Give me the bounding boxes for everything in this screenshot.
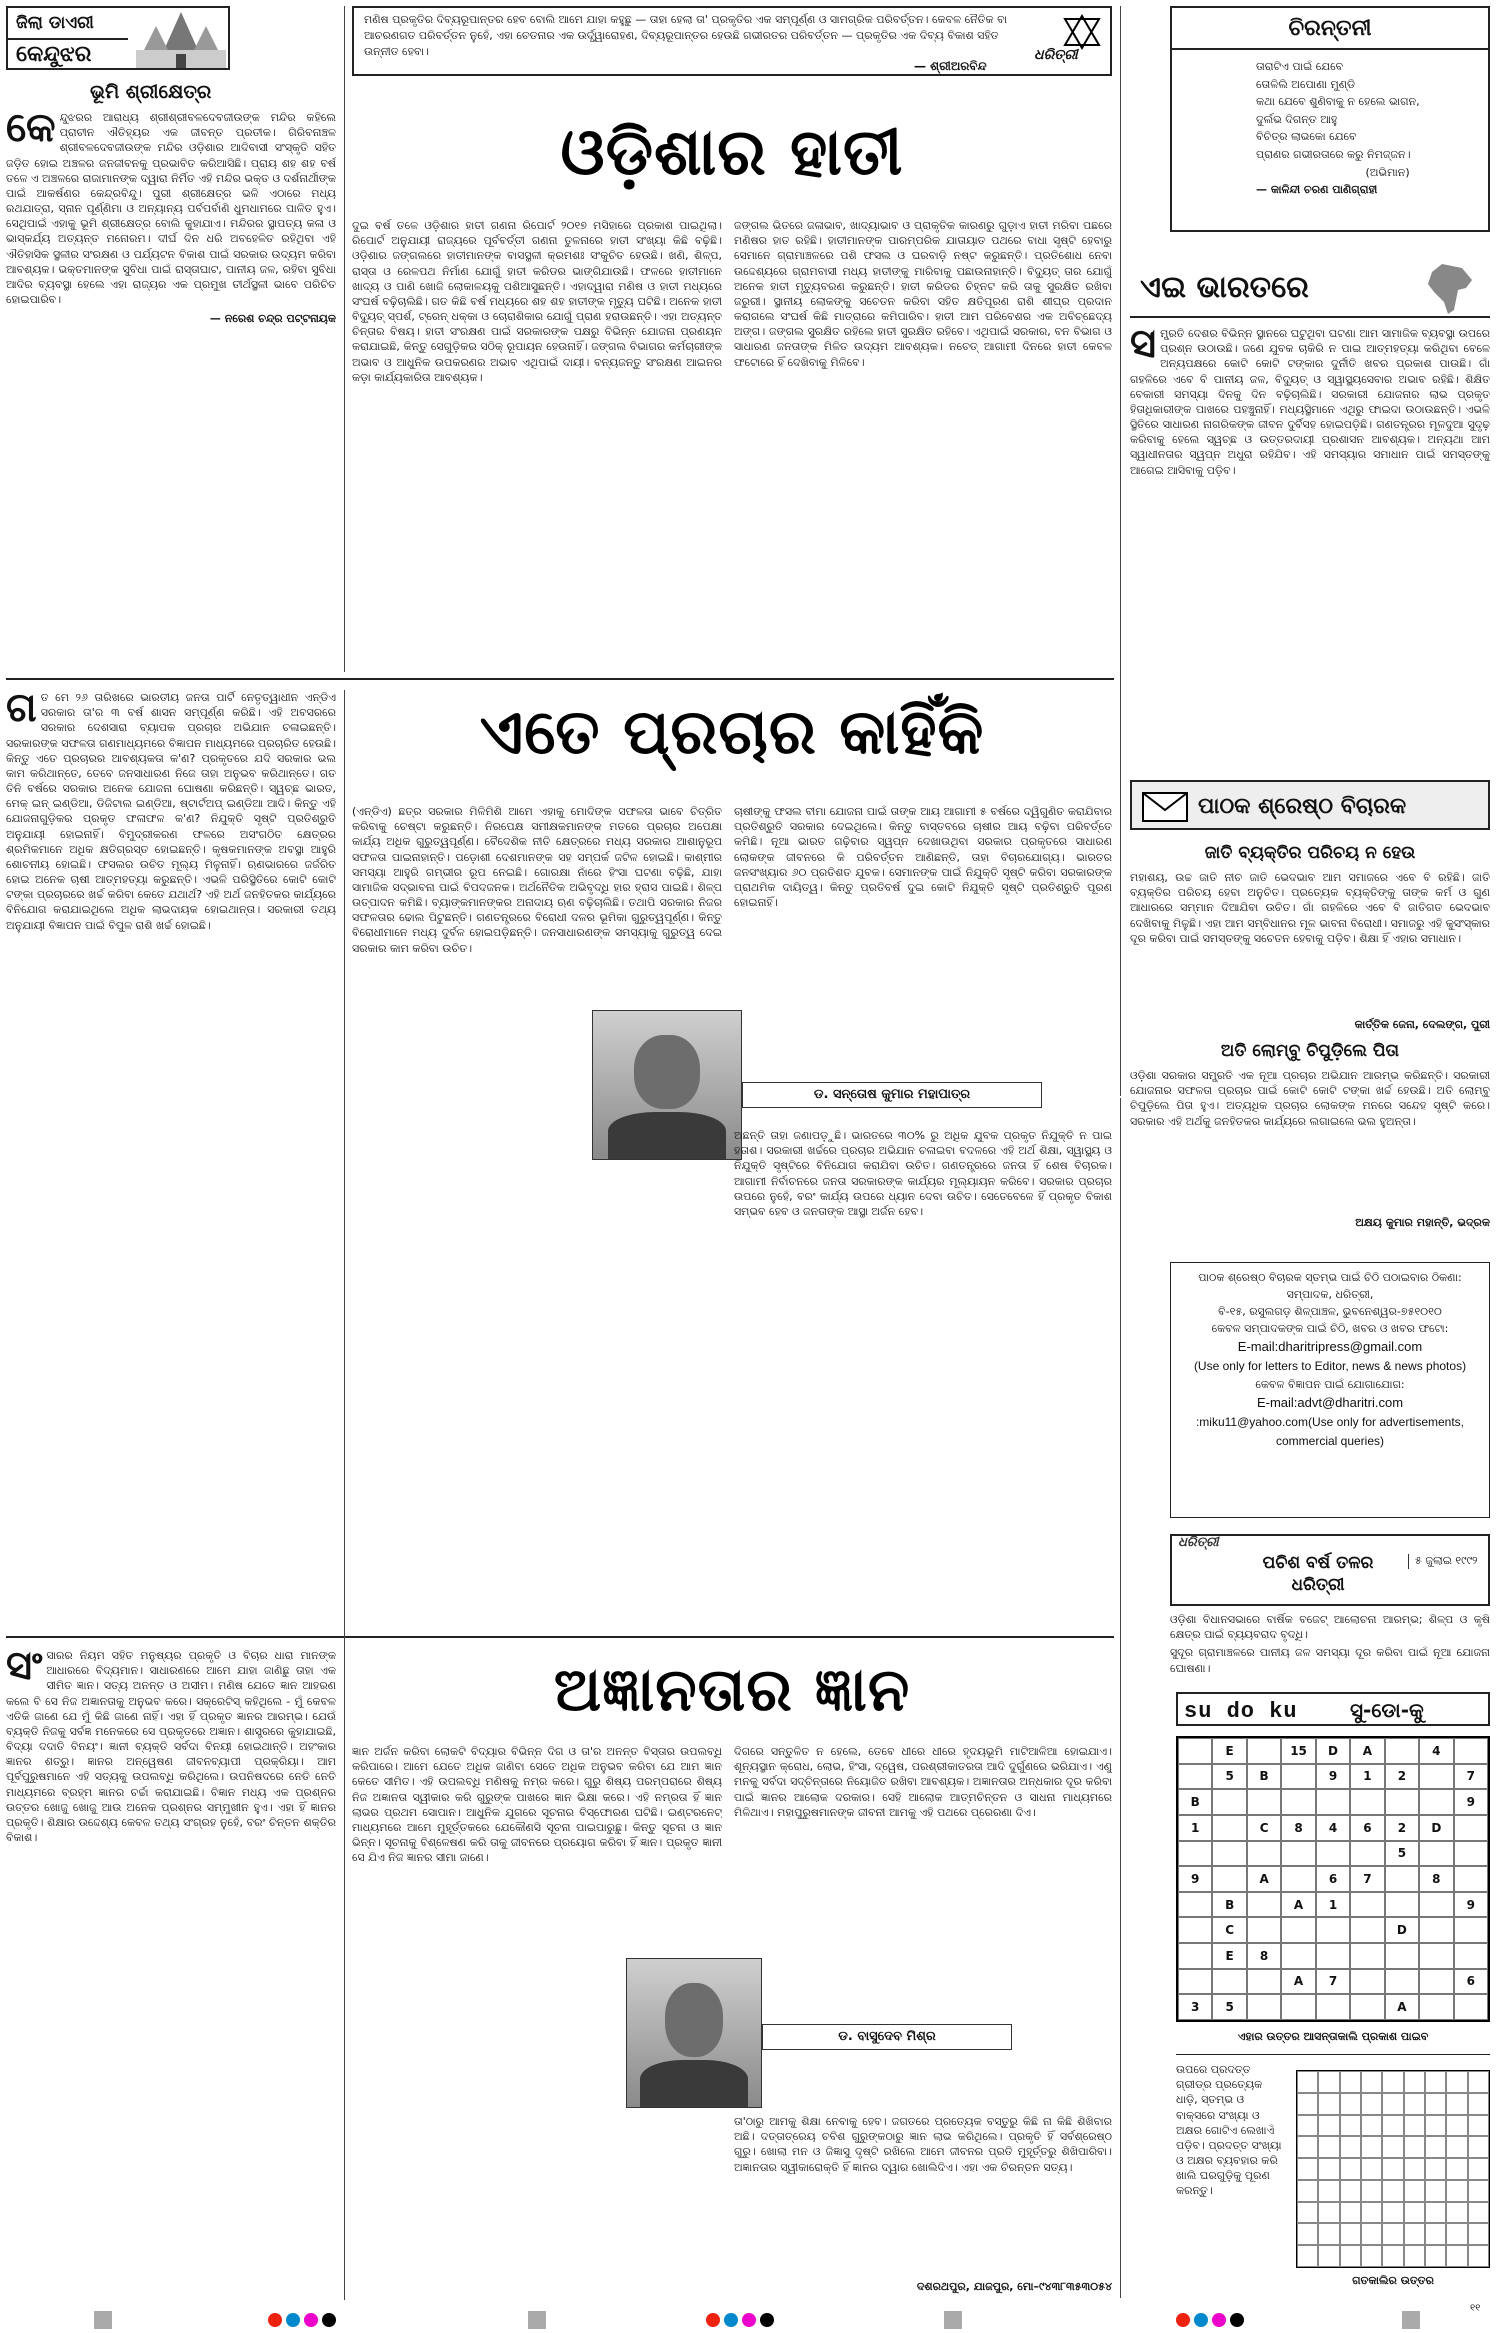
sudoku-cell[interactable]: 6 — [1316, 1866, 1350, 1892]
answer-cell — [1318, 2245, 1339, 2267]
sudoku-cell[interactable]: 5 — [1212, 1764, 1246, 1790]
sudoku-cell[interactable] — [1212, 1841, 1246, 1867]
bharat-banner — [1130, 262, 1490, 318]
pathak-banner — [1130, 780, 1490, 830]
pachisha-title: ପଚିଶ ବର୍ଷ ତଳର ଧରିତ୍ରୀ — [1262, 1553, 1374, 1596]
answer-cell — [1361, 2223, 1382, 2245]
answer-cell — [1340, 2136, 1361, 2158]
answer-cell — [1446, 2180, 1467, 2202]
sudoku-cell[interactable] — [1178, 1917, 1212, 1943]
author-photo-basudev — [626, 1958, 762, 2108]
advt-email-yahoo-link[interactable]: :miku11@yahoo.com(Use only for advertisements, commercial queries) — [1195, 1415, 1465, 1448]
sudoku-cell[interactable]: C — [1247, 1815, 1281, 1841]
sudoku-cell[interactable] — [1247, 1917, 1281, 1943]
answer-cell — [1297, 2180, 1318, 2202]
sudoku-cell[interactable] — [1247, 1841, 1281, 1867]
registration-dot — [322, 2313, 336, 2327]
answer-cell — [1297, 2245, 1318, 2267]
sudoku-cell[interactable] — [1247, 1738, 1281, 1764]
sudoku-cell[interactable]: 9 — [1454, 1892, 1488, 1918]
letter2-sign: ଅକ୍ଷୟ କୁମାର ମହାନ୍ତି, ଭଦ୍ରକ — [1355, 1216, 1490, 1229]
sudoku-cell[interactable] — [1419, 1969, 1453, 1995]
answer-cell — [1340, 2158, 1361, 2180]
answer-cell — [1468, 2071, 1489, 2093]
sudoku-cell[interactable] — [1281, 1917, 1315, 1943]
prachar-col4: ଅଛନ୍ତି ତାହା ଜଣାପଡ଼ୁଛି। ଭାରତରେ ୩୦% ରୁ ଅଧିକ ଯୁବକ ପ୍ରକୃତ ନିଯୁକ୍ତି ନ ପାଇ ହତାଶ। ସରକାରୀ ଖର୍ଚ୍ଚରେ ପ୍ରଚାର ଅଭିଯାନ ଚଳାଇବା ବଦଳରେ ଏହି ଅର୍ଥ ଶିକ୍ଷା, ସ୍ୱାସ୍ଥ୍ୟ ଓ ନିଯୁକ୍ତି ସୃଷ୍ଟିରେ ବିନିଯୋଗ କରାଯିବା ଉଚିତ। ଗଣତନ୍ତ୍ରରେ ଜନତା ହିଁ ଶେଷ ବିଚାରକ। ଆଗାମୀ ନିର୍ବାଚନରେ ଜନତା ସରକାରଙ୍କ କାର୍ଯ୍ୟର ମୂଲ୍ୟାୟନ କରିବେ। ସରକାର ପ୍ରଚାର ଉପରେ ନୁହେଁ, ବରଂ କାର୍ଯ୍ୟ ଉପରେ ଧ୍ୟାନ ଦେବା ଉଚିତ। ସେତେବେଳେ ହିଁ ପ୍ରକୃତ ବିକାଶ ସମ୍ଭବ ହେବ ଓ ଜନତାଙ୍କ ଆସ୍ଥା ଅର୍ଜନ ହେବ। — [734, 1129, 1112, 1218]
sudoku-cell[interactable] — [1212, 1969, 1246, 1995]
sudoku-cell[interactable]: E — [1212, 1738, 1246, 1764]
answer-cell — [1468, 2136, 1489, 2158]
sudoku-cell[interactable]: 7 — [1454, 1764, 1488, 1790]
answer-cell — [1361, 2071, 1382, 2093]
sudoku-cell[interactable] — [1419, 1994, 1453, 2020]
contact-line4: କେବଳ ସମ୍ପାଦକଙ୍କ ପାଇଁ ଚିଠି, ଖବର ଓ ଖବର ଫଟୋ: — [1211, 1322, 1449, 1336]
sudoku-cell[interactable]: 1 — [1316, 1892, 1350, 1918]
sudoku-cell[interactable]: A — [1281, 1892, 1315, 1918]
answer-cell — [1340, 2180, 1361, 2202]
sudoku-cell[interactable] — [1178, 1892, 1212, 1918]
pachisha-box — [1170, 1534, 1490, 1606]
sudoku-title-box — [1176, 1692, 1490, 1726]
agyanata-col2: ଜ୍ଞାନ ଅର୍ଜନ କରିବା ଲୋକଟି ବିଦ୍ୟାର ବିଭିନ୍ନ ଦିଗ ଓ ତା'ର ଅନନ୍ତ ବିସ୍ତାର ଉପଲବ୍ଧି କରିପାରେ। ଆମେ ଯେତେ ଅଧିକ ଜାଣିବା ସେତେ ଅଧିକ ଅନୁଭବ କରିବା ଯେ ଆମ ଜ୍ଞାନ କେତେ ସୀମିତ। ଏହି ଉପଲବ୍ଧି ମଣିଷକୁ ନମ୍ର କରେ। ଗୁରୁ ଶିଷ୍ୟ ପରମ୍ପରାରେ ଶିଷ୍ୟ ନିଜ ଅଜ୍ଞାନତା ସ୍ୱୀକାର କରି ଗୁରୁଙ୍କ ପାଖରେ ଜ୍ଞାନ ଭିକ୍ଷା କରେ। ଏହି ନମ୍ରତା ହିଁ ଜ୍ଞାନ ଲାଭର ପ୍ରଥମ ସୋପାନ। ଆଧୁନିକ ଯୁଗରେ ସୂଚନାର ବିସ୍ଫୋରଣ ଘଟିଛି। ଇଣ୍ଟରନେଟ୍ ମାଧ୍ୟମରେ ଆମେ ମୁହୂର୍ତ୍ତକରେ ଯେକୌଣସି ସୂଚନା ପାଇପାରୁଛୁ। କିନ୍ତୁ ସୂଚନା ଓ ଜ୍ଞାନ ଭିନ୍ନ। ସୂଚନାକୁ ବିଶ୍ଳେଷଣ କରି ତାକୁ ଜୀବନରେ ପ୍ରୟୋଗ କରିବା ହିଁ ଜ୍ଞାନ। ପ୍ରକୃତ ଜ୍ଞାନୀ ସେ ଯିଏ ନିଜ ଜ୍ଞାନର ସୀମା ଜାଣେ। — [352, 1745, 722, 1865]
answer-cell — [1340, 2093, 1361, 2115]
answer-cell — [1297, 2115, 1318, 2137]
poem-line: କଥା ଯେବେ ଶୁଣିବାକୁ ନ ହେଲେ ଭାଗନ, — [1256, 95, 1420, 109]
sudoku-title-odia: ସୁ-ଡୋ-କୁ — [1350, 1698, 1424, 1722]
sudoku-title-latin: su do ku — [1184, 1699, 1298, 1724]
sudoku-cell[interactable] — [1454, 1943, 1488, 1969]
quote-author: — ଶ୍ରୀଅରବିନ୍ଦ — [914, 59, 987, 73]
registration-dot — [268, 2313, 282, 2327]
contact-line1: ପାଠକ ଶ୍ରେଷ୍ଠ ବିଚାରକ ସ୍ତମ୍ଭ ପାଇଁ ଚିଠି ପଠାଇବାର ଠିକଣା: — [1198, 1271, 1462, 1284]
sudoku-cell[interactable]: 8 — [1419, 1866, 1453, 1892]
sudoku-cell[interactable] — [1385, 1738, 1419, 1764]
answer-cell — [1318, 2223, 1339, 2245]
answer-cell — [1404, 2093, 1425, 2115]
answer-cell — [1468, 2115, 1489, 2137]
sudoku-cell[interactable]: 6 — [1350, 1815, 1384, 1841]
sudoku-cell[interactable] — [1247, 1969, 1281, 1995]
sudoku-cell[interactable]: B — [1212, 1892, 1246, 1918]
poem-line: ତୋଳିଲି ଅପୋଣା ମୁଣ୍ଡି — [1256, 77, 1356, 91]
sudoku-cell[interactable]: D — [1419, 1815, 1453, 1841]
bhumi-article — [6, 110, 336, 660]
sudoku-cell[interactable]: 1 — [1178, 1815, 1212, 1841]
contact-box — [1170, 1262, 1490, 1518]
pachisha-tag: ଧରିତ୍ରୀ — [1178, 1535, 1219, 1550]
sudoku-cell[interactable] — [1281, 1841, 1315, 1867]
sudoku-cell[interactable] — [1454, 1841, 1488, 1867]
answer-cell — [1340, 2245, 1361, 2267]
sudoku-cell[interactable] — [1350, 1917, 1384, 1943]
sudoku-cell[interactable] — [1212, 1815, 1246, 1841]
answer-cell — [1382, 2245, 1403, 2267]
registration-dot — [742, 2313, 756, 2327]
agyanata-address: ଦଶରଥପୁର, ଯାଜପୁର, ମୋ–୯୪୩୮୩୫୩୦୫୪ — [916, 2280, 1112, 2293]
registration-dot — [1230, 2313, 1244, 2327]
answer-cell — [1361, 2136, 1382, 2158]
answer-cell — [1425, 2223, 1446, 2245]
agyanata-col4: ତା'ଠାରୁ ଆମକୁ ଶିକ୍ଷା ନେବାକୁ ହେବ। ଜଗତରେ ପ୍ରତ୍ୟେକ ବସ୍ତୁରୁ କିଛି ନା କିଛି ଶିଖିବାର ଅଛି। ଦତ୍ତାତ୍ରେୟ ଚବିଶ ଗୁରୁଙ୍କଠାରୁ ଜ୍ଞାନ ଲାଭ କରିଥିଲେ। ପ୍ରକୃତି ହିଁ ସର୍ବଶ୍ରେଷ୍ଠ ଗୁରୁ। ଖୋଲା ମନ ଓ ଜିଜ୍ଞାସୁ ଦୃଷ୍ଟି ରଖିଲେ ଆମେ ଜୀବନର ପ୍ରତି ମୁହୂର୍ତ୍ତରୁ ଶିଖିପାରିବା। ଅଜ୍ଞାନତାର ସ୍ୱୀକାରୋକ୍ତି ହିଁ ଜ୍ଞାନର ଦ୍ୱାର ଖୋଲିଦିଏ। ଏହା ଏକ ଚିରନ୍ତନ ସତ୍ୟ। — [734, 2115, 1112, 2174]
answer-cell — [1425, 2071, 1446, 2093]
sudoku-cell[interactable] — [1178, 1764, 1212, 1790]
answer-cell — [1468, 2180, 1489, 2202]
sudoku-cell[interactable] — [1454, 1738, 1488, 1764]
sudoku-cell[interactable]: 4 — [1316, 1815, 1350, 1841]
answer-cell — [1382, 2158, 1403, 2180]
sudoku-cell[interactable]: D — [1385, 1917, 1419, 1943]
sudoku-cell[interactable]: 7 — [1350, 1866, 1384, 1892]
registration-square — [528, 2311, 546, 2329]
agyanata-byline: ଡ. ବାସୁଦେବ ମିଶ୍ର — [762, 2024, 1012, 2050]
letter1-body: ମହାଶୟ, ଉଚ୍ଚ ଜାତି ନୀଚ ଜାତି ଭେଦଭାବ ଆମ ସମାଜରେ ଏବେ ବି ରହିଛି। ଜାତି ବ୍ୟକ୍ତିର ପରିଚୟ ହେବା ଅନୁଚିତ। ପ୍ରତ୍ୟେକ ବ୍ୟକ୍ତିଙ୍କୁ ତାଙ୍କ କର୍ମ ଓ ଗୁଣ ଆଧାରରେ ସମ୍ମାନ ଦିଆଯିବା ଉଚିତ। ଗାଁ ଗହଳିରେ ଏବେ ବି ଜାତିଗତ ଭେଦଭାବ ଦେଖିବାକୁ ମିଳୁଛି। ଏହା ଆମ ସମ୍ବିଧାନର ମୂଳ ଭାବନା ବିରୋଧୀ। ସମାଜରୁ ଏହି କୁସଂସ୍କାର ଦୂର କରିବା ପାଇଁ ସମସ୍ତଙ୍କୁ ସଚେତନ ହେବାକୁ ପଡ଼ିବ। ଶିକ୍ଷା ହିଁ ଏହାର ସମାଧାନ। — [1130, 871, 1490, 945]
sudoku-cell[interactable]: 5 — [1385, 1841, 1419, 1867]
poem-lines — [1256, 58, 1420, 199]
answer-cell — [1404, 2136, 1425, 2158]
registration-dot — [304, 2313, 318, 2327]
answer-cell — [1361, 2180, 1382, 2202]
answer-cell — [1382, 2115, 1403, 2137]
sudoku-next-answer: ଏହାର ଉତ୍ତର ଆସନ୍ତାକାଲି ପ୍ରକାଶ ପାଇବ — [1237, 2030, 1429, 2043]
sudoku-cell[interactable]: B — [1247, 1764, 1281, 1790]
bharat-body: ମ୍ପ୍ରତି ଦେଶର ବିଭିନ୍ନ ସ୍ଥାନରେ ଘଟୁଥିବା ଘଟଣା ଆମ ସାମାଜିକ ବ୍ୟବସ୍ଥା ଉପରେ ପ୍ରଶ୍ନ ଉଠାଉଛି। ଜଣେ ଯୁବକ ଚାକିରି ନ ପାଇ ଆତ୍ମହତ୍ୟା କରିଥିବା ବେଳେ ଅନ୍ୟପକ୍ଷରେ କୋଟି କୋଟି ଟଙ୍କାର ଦୁର୍ନୀତି ଖବର ପ୍ରକାଶ ପାଉଛି। ଗାଁ ଗହଳିରେ ଏବେ ବି ପାନୀୟ ଜଳ, ବିଦ୍ୟୁତ୍ ଓ ସ୍ୱାସ୍ଥ୍ୟସେବାର ଅଭାବ ରହିଛି। ଶିକ୍ଷିତ ବେକାରୀ ସମସ୍ୟା ଦିନକୁ ଦିନ ବଢ଼ିଚାଲିଛି। ସରକାରୀ ଯୋଜନାର ଲାଭ ପ୍ରକୃତ ହିତାଧିକାରୀଙ୍କ ପାଖରେ ପହଞ୍ଚୁନାହିଁ। ମଧ୍ୟସ୍ଥିମାନେ ଏଥିରୁ ଫାଇଦା ଉଠାଉଛନ୍ତି। ଏଭଳି ସ୍ଥିତିରେ ସାଧାରଣ ନାଗରିକଙ୍କ ଜୀବନ ଦୁର୍ବିସହ ହୋଇପଡ଼ିଛି। ଗଣତନ୍ତ୍ରର ମୂଳଦୁଆ ସୁଦୃଢ଼ କରିବାକୁ ହେଲେ ସ୍ୱଚ୍ଛ ଓ ଉତ୍ତରଦାୟୀ ପ୍ରଶାସନ ଆବଶ୍ୟକ। ଅନ୍ୟଥା ଆମ ସ୍ୱାଧୀନତାର ସ୍ୱପ୍ନ ଅଧୁରା ରହିଯିବ। ଏହି ସମସ୍ୟାର ସମାଧାନ ପାଇଁ ସମସ୍ତଙ୍କୁ ଆଗେଇ ଆସିବାକୁ ପଡ଼ିବ। — [1130, 327, 1490, 477]
sudoku-cell[interactable] — [1316, 1789, 1350, 1815]
sudoku-cell[interactable] — [1454, 1917, 1488, 1943]
sudoku-cell[interactable]: A — [1247, 1866, 1281, 1892]
sudoku-cell[interactable]: 9 — [1316, 1764, 1350, 1790]
sudoku-cell[interactable]: 6 — [1454, 1969, 1488, 1995]
registration-dot — [1176, 2313, 1190, 2327]
sudoku-cell[interactable]: 4 — [1419, 1738, 1453, 1764]
district-diary-masthead — [6, 6, 230, 70]
sudoku-cell[interactable] — [1178, 1969, 1212, 1995]
pachisha-item: ସୁଦୂର ଗ୍ରାମାଞ୍ଚଳରେ ପାନୀୟ ଜଳ ସମସ୍ୟା ଦୂର କରିବା ପାଇଁ ନୂଆ ଯୋଜନା ଘୋଷଣା। — [1170, 1646, 1490, 1675]
answer-cell — [1382, 2071, 1403, 2093]
answer-cell — [1446, 2245, 1467, 2267]
agyanata-col3: ଦିଗରେ ସନ୍ତୁଳିତ ନ ହେଲେ, ତେବେ ଧୀରେ ଧୀରେ ହୃଦୟଭୂମି ମାଟିଆଳିଆ ହୋଇଯାଏ। ଶୂନ୍ୟସ୍ଥାନ କ୍ରୋଧ, ଲୋଭ, ହିଂସା, ଦ୍ୱେଷ, ପରଶ୍ରୀକାତରତା ଆଦି ଦୁର୍ଗୁଣରେ ଭରିଯାଏ। ଏଣୁ ମନକୁ ସର୍ବଦା ସଦ୍‌ଚିନ୍ତାରେ ନିୟୋଜିତ ରଖିବା ଆବଶ୍ୟକ। ଅଜ୍ଞାନତାର ଅନ୍ଧକାର ଦୂର କରିବା ପାଇଁ ଜ୍ଞାନର ଆଲୋକ ଦରକାର। ସେହି ଆଲୋକ ଆତ୍ମଚିନ୍ତନ ଓ ସାଧନା ମାଧ୍ୟମରେ ମିଳିଥାଏ। ମହାପୁରୁଷମାନଙ୍କ ଜୀବନୀ ଆମକୁ ଏହି ପଥରେ ପ୍ରେରଣା ଦିଏ। — [734, 1745, 1112, 1819]
prachar-col2: (ଏନ୍‌ଡିଏ) ଛତ୍ର ସରକାର ମିଳିମିଶି ଆମେ ଏହାକୁ ମୋଦିଙ୍କ ସଫଳତା ଭାବେ ଚିତ୍ରିତ କରିବାକୁ ଚେଷ୍ଟା କରୁଛନ୍ତି। ନିରପେକ୍ଷ ସମୀକ୍ଷକମାନଙ୍କ ମତରେ ପ୍ରଚାର ଅପେକ୍ଷା କାର୍ଯ୍ୟ ଅଧିକ ଗୁରୁତ୍ୱପୂର୍ଣ୍ଣ। ବୈଦେଶିକ ନୀତି କ୍ଷେତ୍ରରେ ମଧ୍ୟ ସରକାର ଆଶାନୁରୂପ ସଫଳତା ପାଇନାହାନ୍ତି। ପଡ଼ୋଶୀ ଦେଶମାନଙ୍କ ସହ ସମ୍ପର୍କ ଜଟିଳ ହୋଇଛି। କାଶ୍ମୀର ସମସ୍ୟା ଆହୁରି ଗମ୍ଭୀର ରୂପ ନେଇଛି। ଗୋରକ୍ଷା ନାଁରେ ହିଂସା ଘଟଣା ବଢ଼ିଛି, ଯାହା ସାମାଜିକ ସଦ୍ଭାବନା ପାଇଁ ବିପଦଜନକ। ଅର୍ଥନୈତିକ ଅଭିବୃଦ୍ଧି ହାର ହ୍ରାସ ପାଇଛି। ଶିଳ୍ପ ଉତ୍ପାଦନ କମିଛି। ବ୍ୟାଙ୍କମାନଙ୍କର ଅନାଦାୟ ଋଣ ବଢ଼ିଚାଲିଛି। ତଥାପି ସରକାର ନିଜର ସଫଳତାର ଢୋଲ ପିଟୁଛନ୍ତି। ଗଣତନ୍ତ୍ରରେ ବିରୋଧୀ ଦଳର ଭୂମିକା ଗୁରୁତ୍ୱପୂର୍ଣ୍ଣ। କିନ୍ତୁ ବିରୋଧୀମାନେ ମଧ୍ୟ ଦୁର୍ବଳ ହୋଇପଡ଼ିଛନ୍ତି। ଜନସାଧାରଣଙ୍କ ସମସ୍ୟାକୁ ଗୁରୁତ୍ୱ ଦେଇ ସରକାର କାମ କରିବା ଉଚିତ। — [352, 805, 722, 955]
agyanata-headline: ଅଜ୍ଞାନତାର ଜ୍ଞାନ — [553, 1655, 911, 1725]
letter1-sign: କାର୍ତ୍ତିକ ଜେନା, ଦେଲଙ୍ଗ, ପୁରୀ — [1354, 1018, 1490, 1031]
sudoku-cell[interactable]: B — [1178, 1789, 1212, 1815]
bhumi-body: ନ୍ଦୁଝରର ଆରାଧ୍ୟ ଶ୍ରୀଶ୍ରୀବଳଦେବଜୀଉଙ୍କ ମନ୍ଦିର କହିଲେ ପ୍ରାଚୀନ ଐତିହ୍ୟର ଏକ ଜୀବନ୍ତ ପ୍ରତୀକ। ଗିରିବନାଞ୍ଚଳ ଶ୍ରୀବଳଦେବଜୀଉଙ୍କ ମନ୍ଦିର ଓଡ଼ିଶାର ଆଦିବାସୀ ସଂସ୍କୃତି ସହିତ ଜଡ଼ିତ ହୋଇ ଅଞ୍ଚଳର ଜନଜୀବନକୁ ପ୍ରଭାବିତ କରିଆସିଛି। ପ୍ରାୟ ଶହ ଶହ ବର୍ଷ ତଳେ ଏ ଅଞ୍ଚଳରେ ରାଜାମାନଙ୍କ ଦ୍ୱାରା ନିର୍ମିତ ଏହି ମନ୍ଦିର ଭକ୍ତ ଓ ଦର୍ଶନାର୍ଥୀଙ୍କ ପାଇଁ ଆକର୍ଷଣର କେନ୍ଦ୍ରବିନ୍ଦୁ। ପୁରୀ ଶ୍ରୀକ୍ଷେତ୍ର ଭଳି ଏଠାରେ ମଧ୍ୟ ରଥଯାତ୍ରା, ସ୍ନାନ ପୂର୍ଣ୍ଣିମା ଓ ଅନ୍ୟାନ୍ୟ ପର୍ବପର୍ବାଣି ଧୁମଧାମରେ ପାଳିତ ହୁଏ। ସେଥିପାଇଁ ଏହାକୁ ଭୂମି ଶ୍ରୀକ୍ଷେତ୍ର ବୋଲି କୁହାଯାଏ। ମନ୍ଦିରର ସ୍ଥାପତ୍ୟ କଳା ଓ ଭାସ୍କର୍ଯ୍ୟ ଅତ୍ୟନ୍ତ ମନୋରମ। ଦୀର୍ଘ ଦିନ ଧରି ଅବହେଳିତ ରହିଥିବା ଏହି ଐତିହାସିକ ସ୍ଥଳୀର ସଂରକ୍ଷଣ ଓ ପର୍ଯ୍ୟଟନ ବିକାଶ ପାଇଁ ସରକାର ଉଦ୍ୟମ କରିବା ଆବଶ୍ୟକ। ଭକ୍ତମାନଙ୍କ ସୁବିଧା ପାଇଁ ରାସ୍ତାଘାଟ, ପାନୀୟ ଜଳ, ରହିବା ସୁବିଧା ଆଦିର ବ୍ୟବସ୍ଥା ହେଲେ ଏହା ରାଜ୍ୟର ଏକ ପ୍ରମୁଖ ତୀର୍ଥସ୍ଥଳୀ ଭାବେ ପରିଚିତ ହୋଇପାରିବ। — [6, 111, 336, 307]
sudoku-cell[interactable]: A — [1385, 1994, 1419, 2020]
sudoku-cell[interactable] — [1281, 1994, 1315, 2020]
sudoku-cell[interactable] — [1178, 1738, 1212, 1764]
sudoku-cell[interactable]: 9 — [1178, 1866, 1212, 1892]
answer-cell — [1446, 2202, 1467, 2224]
prachar-byline: ଡ. ସନ୍ତୋଷ କୁମାର ମହାପାତ୍ର — [742, 1082, 1042, 1108]
sudoku-cell[interactable]: 7 — [1316, 1969, 1350, 1995]
sudoku-cell[interactable]: A — [1350, 1738, 1384, 1764]
masthead-line2: କେନ୍ଦୁଝର — [16, 41, 92, 67]
answer-cell — [1297, 2093, 1318, 2115]
contact-line5: କେବଳ ବିଜ୍ଞାପନ ପାଇଁ ଯୋଗାଯୋଗ: — [1255, 1377, 1405, 1391]
answer-cell — [1318, 2136, 1339, 2158]
poem-line: ବିଚିତ୍ର ଲାଭକୋ ଯେବେ — [1256, 130, 1357, 144]
answer-cell — [1446, 2158, 1467, 2180]
prachar-col3: ଚାଷୀଙ୍କୁ ଫସଲ ବୀମା ଯୋଜନା ପାଇଁ ତାଙ୍କ ଆୟ ଆଗାମୀ ୫ ବର୍ଷରେ ଦ୍ୱିଗୁଣିତ କରାଯିବାର ପ୍ରତିଶ୍ରୁତି ସରକାର ଦେଇଥିଲେ। କିନ୍ତୁ ବାସ୍ତବରେ ଚାଷୀର ଆୟ ବଢ଼ିବା ପରିବର୍ତ୍ତେ କମିଛି। ନୂଆ ଭାରତ ଗଢ଼ିବାର ସ୍ୱପ୍ନ ଦେଖାଉଥିବା ସରକାର ପ୍ରକୃତରେ ସାଧାରଣ ଲୋକଙ୍କ ଜୀବନରେ କି ପରିବର୍ତ୍ତନ ଆଣିଛନ୍ତି, ତାହା ବିଚାରଯୋଗ୍ୟ। ଭାରତର ଜନସଂଖ୍ୟାର ୬୦ ପ୍ରତିଶତ ଯୁବକ। ସେମାନଙ୍କ ପାଇଁ ନିଯୁକ୍ତି ସୃଷ୍ଟି କରିବା ସରକାରଙ୍କ ପ୍ରାଥମିକ ଦାୟିତ୍ୱ। କିନ୍ତୁ ପ୍ରତିବର୍ଷ ଦୁଇ କୋଟି ନିଯୁକ୍ତି ସୃଷ୍ଟି ପ୍ରତିଶ୍ରୁତି ପୂରଣ ହୋଇନାହିଁ। — [734, 805, 1112, 910]
answer-cell — [1297, 2158, 1318, 2180]
dharitri-logo: ଧରିତ୍ରୀ — [1034, 47, 1078, 63]
answer-cell — [1404, 2202, 1425, 2224]
sudoku-cell[interactable] — [1178, 1841, 1212, 1867]
answer-cell — [1446, 2223, 1467, 2245]
quote-box — [352, 6, 1112, 76]
answer-cell — [1340, 2202, 1361, 2224]
sudoku-cell[interactable] — [1281, 1764, 1315, 1790]
sudoku-cell[interactable]: 5 — [1212, 1994, 1246, 2020]
letter1-title: ଜାତି ବ୍ୟକ୍ତିର ପରିଚୟ ନ ହେଉ — [1204, 843, 1416, 863]
sudoku-cell[interactable] — [1350, 1841, 1384, 1867]
answer-cell — [1404, 2223, 1425, 2245]
registration-square — [1402, 2311, 1420, 2329]
hati-col2: ଜଙ୍ଗଲ ଭିତରେ ଜଳାଭାବ, ଖାଦ୍ୟାଭାବ ଓ ପ୍ରାକୃତିକ କାରଣରୁ ଗୁଡ଼ାଏ ହାତୀ ମରିବା ପଛରେ ମଣିଷର ହାତ ରହିଛି। ହାତୀମାନଙ୍କ ପାରମ୍ପରିକ ଯାତାୟାତ ପଥରେ ବାଧା ସୃଷ୍ଟି ହେବାରୁ ସେମାନେ ଗ୍ରାମାଞ୍ଚଳରେ ପଶି ଫସଲ ଓ ଘରବାଡ଼ି ନଷ୍ଟ କରୁଛନ୍ତି। ପ୍ରତିଶୋଧ ନେବା ଉଦ୍ଦେଶ୍ୟରେ ଗ୍ରାମବାସୀ ମଧ୍ୟ ହାତୀଙ୍କୁ ମାରିବାକୁ ପଛାଉନାହାନ୍ତି। ବିଦ୍ୟୁତ୍ ତାର ଯୋଗୁଁ ଅନେକ ହାତୀ ମୃତ୍ୟୁବରଣ କରୁଛନ୍ତି। ହାତୀ କରିଡର ଚିହ୍ନଟ କରି ତାକୁ ସୁରକ୍ଷିତ ରଖିବା ଜରୁରୀ। ସ୍ଥାନୀୟ ଲୋକଙ୍କୁ ସଚେତନ କରିବା ସହିତ କ୍ଷତିପୂରଣ ରାଶି ଶୀଘ୍ର ପ୍ରଦାନ କରାଗଲେ ସଂଘର୍ଷ କିଛି ମାତ୍ରାରେ କମିପାରିବ। ହାତୀ ଆମ ପରିବେଶର ଏକ ଅବିଚ୍ଛେଦ୍ୟ ଅଙ୍ଗ। ଜଙ୍ଗଲ ସୁରକ୍ଷିତ ରହିଲେ ହାତୀ ସୁରକ୍ଷିତ ରହିବେ। ଏଥିପାଇଁ ସରକାର, ବନ ବିଭାଗ ଓ ସାଧାରଣ ଜନତାଙ୍କ ମିଳିତ ଉଦ୍ୟମ ଆବଶ୍ୟକ। ନଚେତ୍ ଆଗାମୀ ଦିନରେ ହାତୀ କେବଳ ଫଟୋରେ ହିଁ ଦେଖିବାକୁ ମିଳିବେ। — [734, 219, 1112, 369]
answer-cell — [1382, 2223, 1403, 2245]
answer-cell — [1340, 2115, 1361, 2137]
answer-cell — [1425, 2136, 1446, 2158]
answer-cell — [1468, 2158, 1489, 2180]
sudoku-cell[interactable] — [1247, 1789, 1281, 1815]
advt-email-link[interactable]: E-mail:advt@dharitri.com — [1256, 1394, 1404, 1410]
answer-cell — [1382, 2180, 1403, 2202]
sudoku-cell[interactable] — [1350, 1789, 1384, 1815]
poem-box — [1170, 6, 1490, 232]
sudoku-cell[interactable]: 9 — [1454, 1789, 1488, 1815]
registration-square — [94, 2311, 112, 2329]
sudoku-cell[interactable] — [1419, 1764, 1453, 1790]
poem-title: ଚିରନ୍ତନୀ — [1288, 15, 1372, 41]
registration-dot — [1212, 2313, 1226, 2327]
sudoku-cell[interactable]: E — [1212, 1943, 1246, 1969]
poem-author: — କାଳିନ୍ଦୀ ଚରଣ ପାଣିଗ୍ରାହୀ — [1256, 183, 1378, 197]
sudoku-instructions: ଉପରେ ପ୍ରଦତ୍ତ ଗ୍ରୀଡ୍‌ର ପ୍ରତ୍ୟେକ ଧାଡ଼ି, ସ୍ତମ୍ଭ ଓ ବାକ୍ସରେ ସଂଖ୍ୟା ଓ ଅକ୍ଷର ଗୋଟିଏ ଲେଖାଏଁ ପଡ଼ିବ। ପ୍ରଦତ୍ତ ସଂଖ୍ୟା ଓ ଅକ୍ଷର ବ୍ୟବହାର କରି ଖାଲି ଘରଗୁଡ଼ିକୁ ପୂରଣ କରନ୍ତୁ। — [1176, 2063, 1282, 2198]
sudoku-cell[interactable] — [1247, 1892, 1281, 1918]
registration-dot — [1194, 2313, 1208, 2327]
answer-cell — [1297, 2223, 1318, 2245]
editor-email-link[interactable]: E-mail:dharitripress@gmail.com — [1237, 1339, 1423, 1355]
answer-cell — [1361, 2245, 1382, 2267]
answer-cell — [1340, 2223, 1361, 2245]
sudoku-cell[interactable]: 1 — [1350, 1764, 1384, 1790]
sudoku-cell[interactable] — [1385, 1943, 1419, 1969]
quote-text: ମଣିଷ ପ୍ରକୃତିର ଦିବ୍ୟରୂପାନ୍ତର ହେବ ବୋଲି ଆମେ ଯାହା କହୁଛୁ — ତାହା ହେଲା ତା' ପ୍ରକୃତିର ଏକ ସମ୍ପୂର୍ଣ୍ଣ ଓ ସାମଗ୍ରିକ ପରିବର୍ତ୍ତନ। କେବଳ ନୈତିକ ବା ଆଚରଣଗତ ପରିବର୍ତ୍ତନ ନୁହେଁ, ଏହା ଚେତନାର ଏକ ଉର୍ଦ୍ଧ୍ୱାରୋହଣ, ଦିବ୍ୟରୂପାନ୍ତର ହେଉଛି ଗଭୀରତର ପରିବର୍ତ୍ତନ — ପ୍ରକୃତିର ଏକ ଦିବ୍ୟ ବିକାଶ ସହିତ ଉନ୍ନୀତ ହେବା। — [364, 13, 1008, 58]
answer-cell — [1297, 2071, 1318, 2093]
star-emblem-icon — [1062, 14, 1102, 50]
answer-cell — [1361, 2202, 1382, 2224]
registration-dot — [760, 2313, 774, 2327]
answer-cell — [1425, 2115, 1446, 2137]
letter2-body: ଓଡ଼ିଶା ସରକାର ସମ୍ପ୍ରତି ଏକ ନୂଆ ପ୍ରଚାର ଅଭିଯାନ ଆରମ୍ଭ କରିଛନ୍ତି। ସରକାରୀ ଯୋଜନାର ସଫଳତା ପ୍ରଚାର ପାଇଁ କୋଟି କୋଟି ଟଙ୍କା ଖର୍ଚ୍ଚ ହେଉଛି। ଅତି ଲୋମ୍ବୁ ଚିପୁଡ଼ିଲେ ପିତା ହୁଏ। ଅତ୍ୟଧିକ ପ୍ରଚାର ଲୋକଙ୍କ ମନରେ ସନ୍ଦେହ ସୃଷ୍ଟି କରେ। ସରକାର ଏହି ଅର୍ଥକୁ ଜନହିତକର କାର୍ଯ୍ୟରେ ଲଗାଇଲେ ଭଲ ହୁଅନ୍ତା। — [1130, 1069, 1490, 1128]
sudoku-prev-label: ଗତକାଲିର ଉତ୍ତର — [1352, 2274, 1434, 2287]
answer-cell — [1340, 2071, 1361, 2093]
answer-cell — [1468, 2093, 1489, 2115]
answer-cell — [1361, 2115, 1382, 2137]
bhumi-heading: ଭୂମି ଶ୍ରୀକ୍ଷେତ୍ର — [90, 81, 212, 103]
sudoku-cell[interactable]: D — [1316, 1738, 1350, 1764]
answer-cell — [1318, 2158, 1339, 2180]
answer-cell — [1446, 2093, 1467, 2115]
sudoku-cell[interactable] — [1350, 1943, 1384, 1969]
sudoku-cell[interactable] — [1350, 1994, 1384, 2020]
registration-dot — [706, 2313, 720, 2327]
author-photo-santosh — [592, 1010, 742, 1160]
sudoku-cell[interactable] — [1281, 1943, 1315, 1969]
registration-square — [944, 2311, 962, 2329]
sudoku-cell[interactable] — [1454, 1866, 1488, 1892]
answer-cell — [1297, 2136, 1318, 2158]
bharat-heading: ଏଇ ଭାରତରେ — [1140, 270, 1309, 305]
sudoku-cell[interactable] — [1385, 1969, 1419, 1995]
answer-cell — [1382, 2136, 1403, 2158]
sudoku-cell[interactable] — [1316, 1943, 1350, 1969]
poem-line: ତାରାଟିଏ ପାଇଁ ଯେବେ — [1256, 60, 1344, 73]
answer-cell — [1361, 2158, 1382, 2180]
sudoku-cell[interactable] — [1212, 1789, 1246, 1815]
contact-line3: ବି-୧୫, ରସୁଲଗଡ଼ ଶିଳ୍ପାଞ୍ଚଳ, ଭୁବନେଶ୍ୱର-୭୫୧୦୧୦ — [1218, 1305, 1442, 1319]
answer-cell — [1318, 2093, 1339, 2115]
contact-line2: ସମ୍ପାଦକ, ଧରିତ୍ରୀ, — [1286, 1288, 1374, 1302]
sudoku-cell[interactable]: 8 — [1281, 1815, 1315, 1841]
masthead-line1: ଜିଲା ଡାଏରୀ — [16, 13, 94, 33]
sudoku-cell[interactable]: C — [1212, 1917, 1246, 1943]
sudoku-cell[interactable] — [1454, 1994, 1488, 2020]
sudoku-cell[interactable] — [1385, 1866, 1419, 1892]
sudoku-cell[interactable] — [1419, 1789, 1453, 1815]
bhumi-byline: — ନରେଶ ଚନ୍ଦ୍ର ପଟ୍ଟନାୟକ — [209, 312, 336, 326]
sudoku-cell[interactable] — [1212, 1866, 1246, 1892]
sudoku-cell[interactable] — [1419, 1841, 1453, 1867]
answer-cell — [1318, 2071, 1339, 2093]
answer-cell — [1425, 2093, 1446, 2115]
sudoku-cell[interactable] — [1385, 1892, 1419, 1918]
prachar-headline: ଏତେ ପ୍ରଚାର କାହିଁକି — [479, 695, 985, 768]
registration-dot — [724, 2313, 738, 2327]
answer-cell — [1425, 2245, 1446, 2267]
answer-cell — [1318, 2180, 1339, 2202]
india-map-icon — [1422, 262, 1482, 316]
pachisha-item: ଓଡ଼ିଶା ବିଧାନସଭାରେ ବାର୍ଷିକ ବଜେଟ୍ ଆଲୋଚନା ଆରମ୍ଭ; ଶିଳ୍ପ ଓ କୃଷି କ୍ଷେତ୍ର ପାଇଁ ବ୍ୟୟବରାଦ ବୃଦ୍ଧି। — [1170, 1613, 1490, 1642]
sudoku-cell[interactable]: A — [1281, 1969, 1315, 1995]
pachisha-date: ୫ ଜୁଲାଇ ୧୯୯୨ — [1408, 1554, 1484, 1569]
editor-email-note: (Use only for letters to Editor, news & news photos) — [1193, 1359, 1467, 1374]
sudoku-cell[interactable] — [1350, 1892, 1384, 1918]
answer-cell — [1468, 2202, 1489, 2224]
sudoku-cell[interactable] — [1281, 1789, 1315, 1815]
answer-cell — [1318, 2202, 1339, 2224]
sudoku-cell[interactable]: 2 — [1385, 1764, 1419, 1790]
sudoku-cell[interactable] — [1281, 1866, 1315, 1892]
poem-note: (ଅଭିମାନ) — [1365, 165, 1410, 179]
pachisha-items — [1170, 1612, 1490, 1682]
sudoku-cell[interactable] — [1247, 1994, 1281, 2020]
poem-line: ପ୍ରାଣର ଗଭୀରତାରେ କରୁ ନିମଜ୍ଜନ। — [1256, 147, 1411, 161]
envelope-icon — [1142, 792, 1188, 822]
poem-line: ଦୁର୍ଲଭ ଦିଗନ୍ତ ଆହୁ — [1256, 112, 1338, 126]
agyanata-col1-text: ସାରର ନିୟମ ସହିତ ମନୁଷ୍ୟର ପ୍ରକୃତି ଓ ବିଚାର ଧାରା ମାନଙ୍କ ଆଧାରରେ ବିଦ୍ୟମାନ। ସାଧାରଣରେ ଆମେ ଯାହା ଜାଣିଛୁ ତାହା ଏକ ସୀମିତ ଜ୍ଞାନ। ସତ୍ୟ ଅନନ୍ତ ଓ ଅସୀମ। ମଣିଷ ଯେତେ ଜ୍ଞାନ ଆହରଣ କଲେ ବି ସେ ନିଜ ଅଜ୍ଞାନତାକୁ ଅନୁଭବ କରେ। ସକ୍ରେଟିସ୍ କହିଥିଲେ - ମୁଁ କେବଳ ଏତିକି ଜାଣେ ଯେ ମୁଁ କିଛି ଜାଣେ ନାହିଁ। ଏହା ହିଁ ପ୍ରକୃତ ଜ୍ଞାନର ଆରମ୍ଭ। ଯେଉଁ ବ୍ୟକ୍ତି ନିଜକୁ ସର୍ବଜ୍ଞ ମନେକରେ ସେ ପ୍ରକୃତରେ ଅଜ୍ଞାନ। ଶାସ୍ତ୍ରରେ କୁହାଯାଇଛି, ବିଦ୍ୟା ଦଦାତି ବିନୟଂ। ଜ୍ଞାନୀ ବ୍ୟକ୍ତି ସର୍ବଦା ବିନୟୀ ହୋଇଥାନ୍ତି। ଅହଂକାର ଜ୍ଞାନର ଶତ୍ରୁ। ଜ୍ଞାନର ଅନ୍ୱେଷଣ ଜୀବନବ୍ୟାପୀ ପ୍ରକ୍ରିୟା। ଆମ ପୂର୍ବପୁରୁଷମାନେ ଏହି ସତ୍ୟକୁ ଉପଲବ୍ଧି କରିଥିଲେ। ଉପନିଷଦରେ ନେତି ନେତି ମାଧ୍ୟମରେ ବ୍ରହ୍ମ ଜ୍ଞାନର ଚର୍ଚ୍ଚା କରାଯାଇଛି। ବିଜ୍ଞାନ ମଧ୍ୟ ଏକ ପ୍ରଶ୍ନର ଉତ୍ତର ଖୋଜୁ ଖୋଜୁ ଆଉ ଅନେକ ପ୍ରଶ୍ନର ସମ୍ମୁଖୀନ ହୁଏ। ଏହା ହିଁ ଜ୍ଞାନର ପ୍ରକୃତି। ଶିକ୍ଷାର ଉଦ୍ଦେଶ୍ୟ କେବଳ ତଥ୍ୟ ସଂଗ୍ରହ ନୁହେଁ, ବରଂ ଚିନ୍ତନ ଶକ୍ତିର ବିକାଶ। — [6, 1649, 336, 1845]
bharat-dropcap: ସ — [1130, 326, 1157, 367]
answer-cell — [1404, 2158, 1425, 2180]
answer-cell — [1404, 2180, 1425, 2202]
letter2-title: ଅତି ଲୋମ୍ବୁ ଚିପୁଡ଼ିଲେ ପିତା — [1220, 1041, 1400, 1061]
sudoku-cell[interactable] — [1385, 1789, 1419, 1815]
sudoku-cell[interactable] — [1350, 1969, 1384, 1995]
bharat-article — [1130, 326, 1490, 760]
pathak-heading: ପାଠକ ଶ୍ରେଷ୍ଠ ବିଚାରକ — [1198, 794, 1407, 819]
sudoku-cell[interactable]: 8 — [1247, 1943, 1281, 1969]
sudoku-cell[interactable] — [1316, 1841, 1350, 1867]
sudoku-cell[interactable] — [1454, 1815, 1488, 1841]
prachar-col1-text: ତ ମେ ୨୬ ତାରିଖରେ ଭାରତୀୟ ଜନତା ପାର୍ଟି ନେତୃତ୍ୱାଧୀନ ଏନ୍‌ଡିଏ ସରକାର ତା'ର ୩ ବର୍ଷ ଶାସନ ସମ୍ପୂର୍ଣ୍ଣ କରିଛି। ଏହି ଅବସରରେ ସରକାର ଦେଶସାରା ବ୍ୟାପକ ପ୍ରଚାର ଅଭିଯାନ ଚଳାଇଛନ୍ତି। ସରକାରଙ୍କ ସଫଳତା ଗଣମାଧ୍ୟମରେ ବିଜ୍ଞାପନ ମାଧ୍ୟମରେ ପ୍ରଚାରିତ ହେଉଛି। କିନ୍ତୁ ଏତେ ପ୍ରଚାରର ଆବଶ୍ୟକତା କ'ଣ? ପ୍ରକୃତରେ ଯଦି ସରକାର ଭଲ କାମ କରିଥାନ୍ତେ, ତେବେ ଜନସାଧାରଣ ନିଜେ ତାହା ଅନୁଭବ କରିଥାନ୍ତେ। ଗତ ତିନି ବର୍ଷରେ ସରକାର ଅନେକ ଯୋଜନା ଘୋଷଣା କରିଛନ୍ତି। ସ୍ୱଚ୍ଛ ଭାରତ, ମେକ୍ ଇନ୍ ଇଣ୍ଡିଆ, ଡିଜିଟାଲ ଇଣ୍ଡିଆ, ଷ୍ଟାର୍ଟଅପ୍ ଇଣ୍ଡିଆ ଆଦି। କିନ୍ତୁ ଏହି ଯୋଜନାଗୁଡ଼ିକର ପ୍ରକୃତ ଫଳାଫଳ କ'ଣ? ନିଯୁକ୍ତି ସୃଷ୍ଟି ପ୍ରତିଶ୍ରୁତି ଅନୁଯାୟୀ ହୋଇନାହିଁ। ବିମୁଦ୍ରୀକରଣ ଫଳରେ ଅସଂଗଠିତ କ୍ଷେତ୍ରର ଶ୍ରମିକମାନେ ଅଧିକ କ୍ଷତିଗ୍ରସ୍ତ ହୋଇଛନ୍ତି। କୃଷକମାନଙ୍କ ଅବସ୍ଥା ଆହୁରି ଶୋଚନୀୟ ହୋଇଛି। ଫସଲର ଉଚିତ ମୂଲ୍ୟ ମିଳୁନାହିଁ। ଋଣଭାରରେ ଜର୍ଜରିତ ହୋଇ ଅନେକ ଚାଷୀ ଆତ୍ମହତ୍ୟା କରୁଛନ୍ତି। ଏଭଳି ପରିସ୍ଥିତିରେ କୋଟି କୋଟି ଟଙ୍କା ପ୍ରଚାରରେ ଖର୍ଚ୍ଚ କରିବା କେତେ ଯଥାର୍ଥ? ଏହି ଅର୍ଥ ଜନହିତକର କାର୍ଯ୍ୟରେ ବିନିଯୋଗ କରାଯାଇଥିଲେ ଅଧିକ ଲାଭଦାୟକ ହୋଇଥାନ୍ତା। ସରକାରୀ ତଥ୍ୟ ଅନୁଯାୟୀ ବିଜ୍ଞାପନ ପାଇଁ ବିପୁଳ ରାଶି ଖର୍ଚ୍ଚ ହୋଇଛି। — [6, 691, 336, 932]
sudoku-cell[interactable]: 3 — [1178, 1994, 1212, 2020]
temple-illustration — [136, 10, 226, 68]
hati-col1: ଦୁଇ ବର୍ଷ ତଳେ ଓଡ଼ିଶାର ହାତୀ ଗଣନା ରିପୋର୍ଟ ୨୦୧୭ ମସିହାରେ ପ୍ରକାଶ ପାଇଥିଲା। ରିପୋର୍ଟ ଅନୁଯାୟୀ ରାଜ୍ୟରେ ପୂର୍ବବର୍ତ୍ତୀ ଗଣନା ତୁଳନାରେ ହାତୀ ସଂଖ୍ୟା କିଛି ବଢ଼ିଛି। ଓଡ଼ିଶାର ଜଙ୍ଗଲରେ ହାତୀମାନଙ୍କ ବାସସ୍ଥଳୀ କ୍ରମଶଃ ସଂକୁଚିତ ହେଉଛି। ଖଣି, ଶିଳ୍ପ, ରାସ୍ତା ଓ ରେଳପଥ ନିର୍ମାଣ ଯୋଗୁଁ ହାତୀ କରିଡର ଭାଙ୍ଗିଯାଉଛି। ଫଳରେ ହାତୀମାନେ ଖାଦ୍ୟ ଓ ପାଣି ଖୋଜି ଲୋକାଳୟକୁ ପଶିଆସୁଛନ୍ତି। ଏହାଦ୍ୱାରା ମଣିଷ ଓ ହାତୀ ମଧ୍ୟରେ ସଂଘର୍ଷ ବଢ଼ିଚାଲିଛି। ଗତ କିଛି ବର୍ଷ ମଧ୍ୟରେ ଶହ ଶହ ହାତୀଙ୍କ ମୃତ୍ୟୁ ଘଟିଛି। ଅନେକ ହାତୀ ବିଦ୍ୟୁତ୍ ସ୍ପର୍ଶ, ଟ୍ରେନ୍ ଧକ୍କା ଓ ଚୋରାଶିକାର ଯୋଗୁଁ ପ୍ରାଣ ହରାଉଛନ୍ତି। ଏହା ଅତ୍ୟନ୍ତ ଚିନ୍ତାର ବିଷୟ। ହାତୀ ସଂରକ୍ଷଣ ପାଇଁ ସରକାରଙ୍କ ପକ୍ଷରୁ ବିଭିନ୍ନ ଯୋଜନା ପ୍ରଣୟନ କରାଯାଇଛି, କିନ୍ତୁ ସେଗୁଡ଼ିକର ସଠିକ୍ ରୂପାୟନ ହେଉନାହିଁ। ଜଙ୍ଗଲ ବିଭାଗର କର୍ମଚାରୀଙ୍କ ଅଭାବ ଓ ଆଧୁନିକ ଉପକରଣର ଅଭାବ ଏଥିପାଇଁ ଦାୟୀ। ବନ୍ୟଜନ୍ତୁ ସଂରକ୍ଷଣ ଆଇନର କଡ଼ା କାର୍ଯ୍ୟକାରିତା ଆବଶ୍ୟକ। — [352, 219, 722, 384]
sudoku-cell[interactable]: 15 — [1281, 1738, 1315, 1764]
prachar-dropcap: ଗ — [6, 690, 37, 731]
answer-cell — [1425, 2180, 1446, 2202]
answer-cell — [1425, 2158, 1446, 2180]
answer-cell — [1297, 2202, 1318, 2224]
answer-cell — [1446, 2071, 1467, 2093]
answer-cell — [1404, 2071, 1425, 2093]
sudoku-cell[interactable] — [1178, 1943, 1212, 1969]
sudoku-previous-answer-grid — [1296, 2070, 1490, 2268]
answer-cell — [1425, 2202, 1446, 2224]
page-number: ୧୧ — [1470, 2303, 1481, 2314]
sudoku-cell[interactable]: 2 — [1385, 1815, 1419, 1841]
sudoku-cell[interactable] — [1419, 1917, 1453, 1943]
answer-cell — [1404, 2115, 1425, 2137]
answer-cell — [1382, 2202, 1403, 2224]
hati-headline: ଓଡ଼ିଶାର ହାତୀ — [560, 115, 904, 190]
answer-cell — [1361, 2093, 1382, 2115]
agyanata-col1 — [6, 1648, 336, 2300]
prachar-col1 — [6, 690, 336, 1630]
agyanata-dropcap: ସଂ — [6, 1648, 43, 1689]
answer-cell — [1318, 2115, 1339, 2137]
sudoku-cell[interactable] — [1316, 1994, 1350, 2020]
sudoku-cell[interactable] — [1419, 1892, 1453, 1918]
bhumi-dropcap: କେ — [6, 110, 56, 151]
answer-cell — [1446, 2136, 1467, 2158]
answer-cell — [1404, 2245, 1425, 2267]
sudoku-cell[interactable] — [1316, 1917, 1350, 1943]
answer-cell — [1468, 2245, 1489, 2267]
sudoku-cell[interactable] — [1419, 1943, 1453, 1969]
answer-cell — [1446, 2115, 1467, 2137]
sudoku-grid[interactable] — [1176, 1736, 1490, 2022]
registration-dot — [286, 2313, 300, 2327]
answer-cell — [1468, 2223, 1489, 2245]
answer-cell — [1382, 2093, 1403, 2115]
